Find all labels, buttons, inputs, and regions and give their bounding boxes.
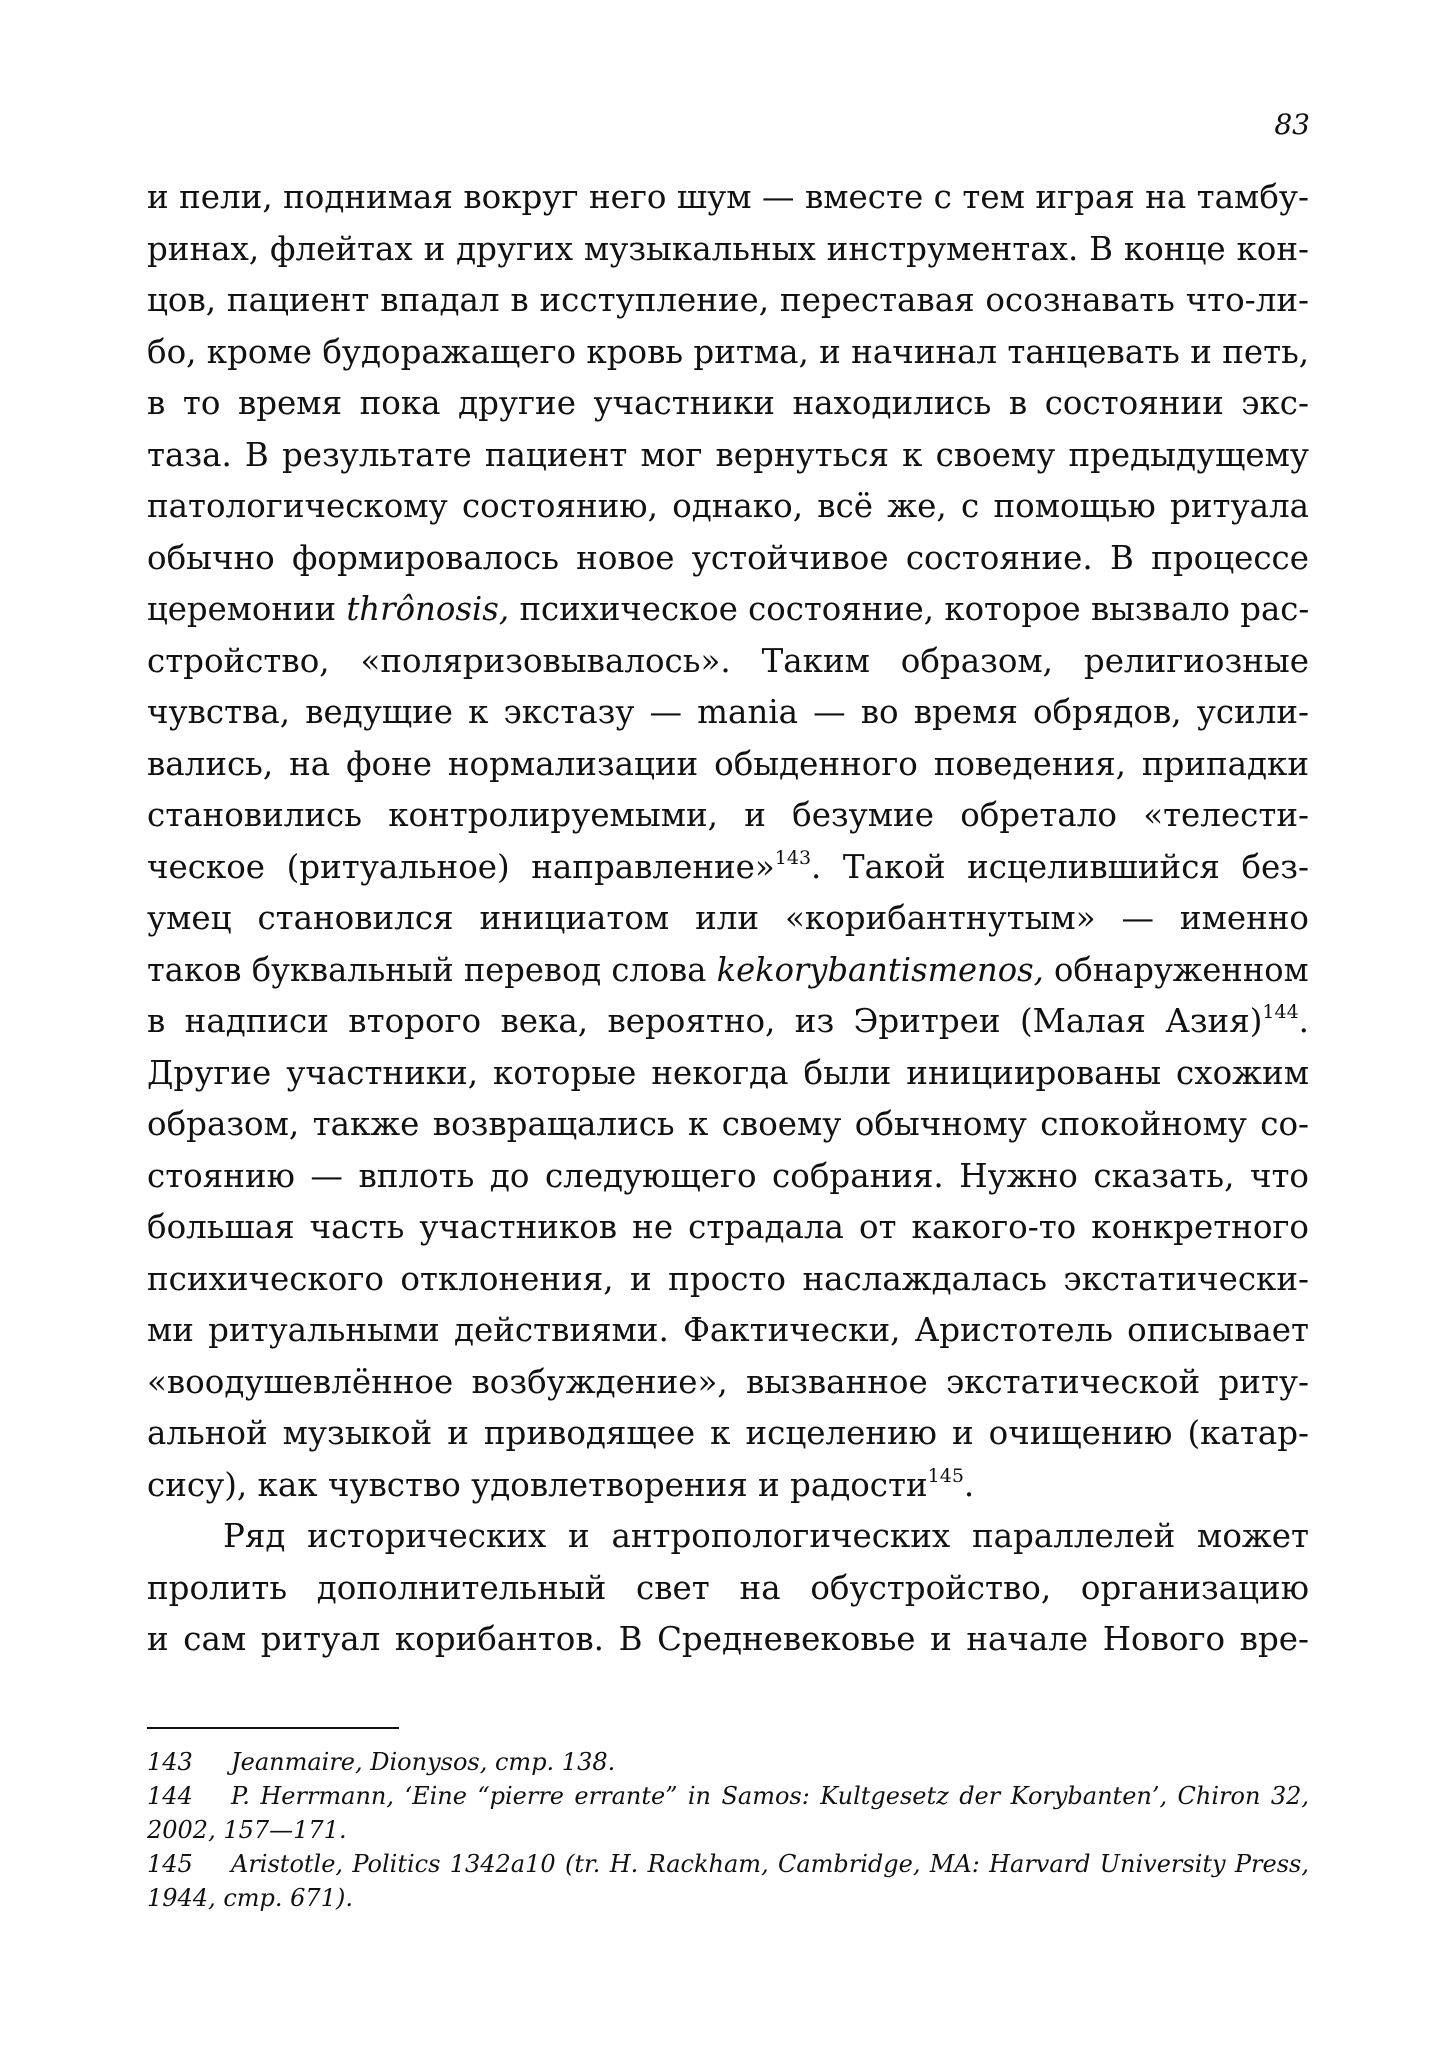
text-run: и сам ритуал корибантов. В Средневековье и начале Нового вре-: [147, 1620, 1309, 1658]
text-line: [147, 739, 1309, 791]
text-line: [147, 1099, 1309, 1151]
text-line: [147, 893, 1309, 945]
text-run: альной музыкой и приводящее к исцелению и очищению (катар-: [147, 1414, 1309, 1452]
text-run: стройство, «поляризовывалось». Таким образом, религиозные: [147, 641, 1309, 680]
footnote-reference: 144: [1262, 1001, 1299, 1023]
text-line: [147, 224, 1309, 276]
footnote-number: 143: [147, 1748, 193, 1776]
text-line: [147, 275, 1309, 327]
text-run: и пели, поднимая вокруг него шум — вместе с тем играя на тамбу-: [147, 178, 1309, 216]
text-run: психического отклонения, и просто наслаждалась экстатически-: [147, 1259, 1309, 1298]
footnote-line: [147, 1779, 1309, 1813]
text-line: [147, 378, 1309, 430]
footnotes: [147, 1745, 1309, 1915]
text-line: [147, 1614, 1309, 1666]
text-run: таков буквальный перевод слова: [147, 950, 717, 989]
text-run: цов, пациент впадал в исступление, переставая осознавать что-ли-: [147, 281, 1309, 319]
text-run: образом, также возвращались к своему обычному спокойному со-: [147, 1105, 1309, 1143]
text-run: церемонии: [147, 590, 347, 628]
text-line: [147, 1305, 1309, 1357]
footnote-separator: [147, 1727, 399, 1729]
text-run: .: [963, 1465, 975, 1504]
text-run: в надписи второго века, вероятно, из Эритреи (Малая Азия): [147, 1002, 1263, 1040]
text-run: Ряд исторических и антропологических параллелей может: [223, 1517, 1309, 1555]
text-line: [147, 1511, 1309, 1563]
text-line: [147, 1254, 1309, 1306]
text-line: [147, 790, 1309, 842]
footnote-text: Jeanmaire, Dionysos, стр. 138.: [231, 1748, 616, 1776]
text-run: становились контролируемыми, и безумие обретало «телести-: [147, 796, 1309, 834]
text-run: Другие участники, которые некогда были инициированы схожим: [147, 1053, 1309, 1092]
text-line: [147, 636, 1309, 688]
text-line: [147, 1357, 1309, 1409]
footnote-text: P. Herrmann, ‘Eine “pierre errante” in Samos: Kultgesetz der Korybanten’, Chiron 32,: [231, 1782, 1309, 1810]
text-line: [147, 945, 1309, 997]
text-run: сису), как чувство удовлетворения и радости: [147, 1465, 928, 1504]
text-line: [147, 687, 1309, 739]
text-run: обычно формировалось новое устойчивое состояние. В процессе: [147, 538, 1309, 577]
text-run: ринах, флейтах и других музыкальных инструментах. В конце кон-: [147, 229, 1309, 268]
footnote-line: [147, 1745, 1309, 1779]
text-run: ческое (ритуальное) направление»: [147, 847, 775, 886]
text-run: стоянию — вплоть до следующего собрания. Нужно сказать, что: [147, 1156, 1309, 1195]
text-line: [147, 1408, 1309, 1460]
footnote-line: [147, 1813, 1309, 1847]
text-line: [147, 996, 1309, 1048]
footnote-reference: 143: [774, 846, 812, 869]
text-line: [147, 327, 1309, 379]
text-line: [147, 1460, 1309, 1512]
text-run: обнаруженном: [1043, 950, 1309, 989]
text-line: [147, 1151, 1309, 1203]
text-run: психическое состояние, которое вызвало рас-: [509, 590, 1310, 628]
footnote-line: [147, 1847, 1309, 1881]
footnote-text: 2002, 157—171.: [147, 1816, 347, 1844]
text-run: пролить дополнительный свет на обустройство, организацию: [147, 1568, 1309, 1607]
text-run: бо, кроме будоражащего кровь ритма, и начинал танцевать и петь,: [147, 332, 1310, 371]
footnote-number: 144: [147, 1782, 193, 1810]
text-line: [147, 481, 1309, 533]
italic-term: thrônosis,: [346, 590, 510, 628]
footnote-text: Aristotle, Politics 1342a10 (tr. H. Rackham, Cambridge, MA: Harvard University Press,: [231, 1850, 1309, 1878]
text-run: в то время пока другие участники находились в состоянии экс-: [147, 384, 1309, 422]
text-line: [147, 842, 1309, 894]
text-run: .: [1298, 1002, 1309, 1040]
text-line: [147, 430, 1309, 482]
footnote-number: 145: [147, 1850, 193, 1878]
footnote-line: [147, 1881, 1309, 1915]
text-run: . Такой исцелившийся без-: [811, 847, 1309, 886]
text-run: ми ритуальными действиями. Фактически, Аристотель описывает: [147, 1311, 1309, 1349]
body-text: [147, 172, 1309, 1666]
text-line: [147, 533, 1309, 585]
footnote-text: 1944, стр. 671).: [147, 1884, 353, 1912]
italic-term: kekorybantismenos,: [716, 950, 1044, 989]
text-line: [147, 1202, 1309, 1254]
text-line: [147, 172, 1309, 224]
text-line: [147, 1048, 1309, 1100]
page-number: 83: [1274, 108, 1310, 141]
text-run: умец становился инициатом или «корибантнутым» — именно: [147, 899, 1309, 937]
text-run: вались, на фоне нормализации обыденного поведения, припадки: [147, 744, 1309, 783]
text-line: [147, 1563, 1309, 1615]
text-run: «воодушевлённое возбуждение», вызванное экстатической риту-: [147, 1362, 1309, 1401]
text-run: таза. В результате пациент мог вернуться к своему предыдущему: [147, 435, 1309, 474]
footnote-reference: 145: [927, 1464, 964, 1487]
text-run: чувства, ведущие к экстазу — mania — во время обрядов, усили-: [147, 693, 1309, 731]
text-run: патологическому состоянию, однако, всё же, с помощью ритуала: [147, 487, 1309, 525]
text-line: [147, 584, 1309, 636]
text-run: большая часть участников не страдала от какого-то конкретного: [147, 1208, 1309, 1246]
